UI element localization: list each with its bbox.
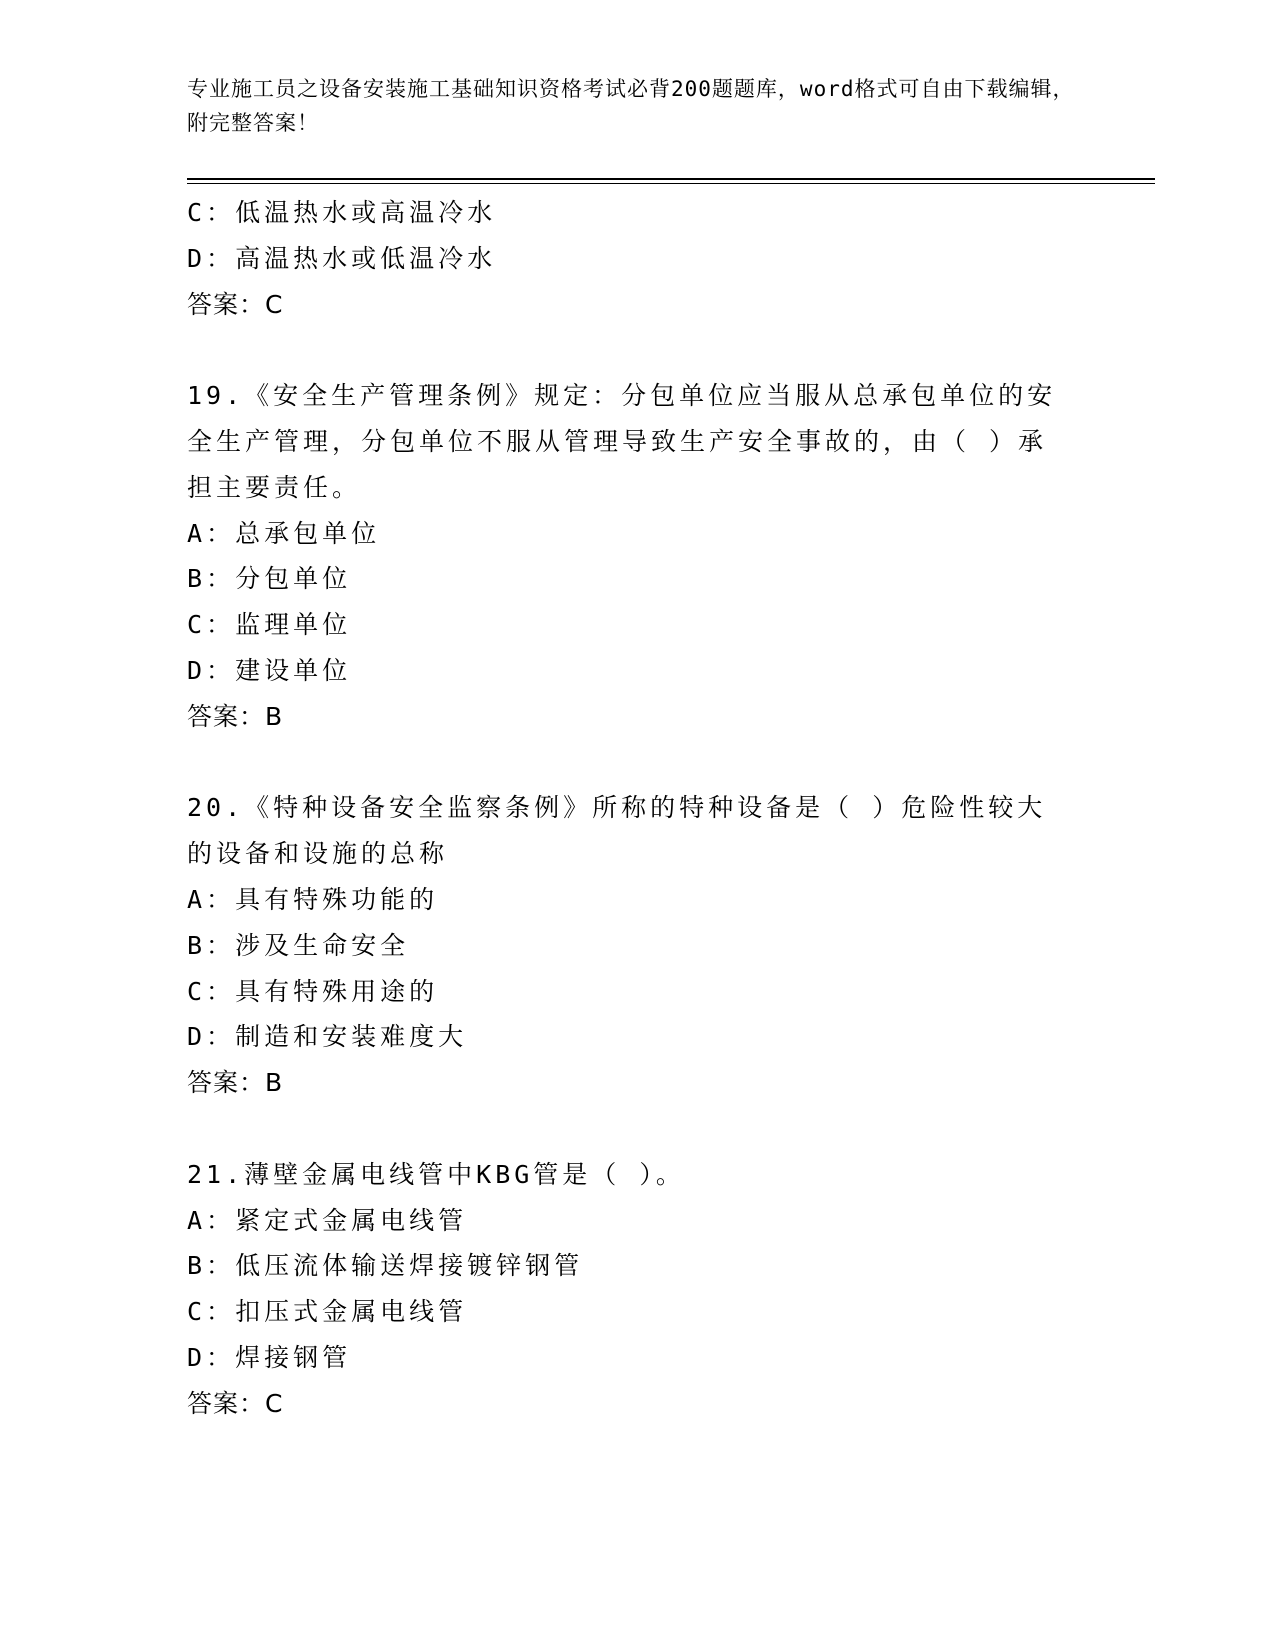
question-text: 20.《特种设备安全监察条例》所称的特种设备是（ ）危险性较大的设备和设施的总称 xyxy=(187,793,1047,869)
option-letter: D： xyxy=(187,243,236,273)
question-carryover xyxy=(187,190,1087,327)
option-line xyxy=(187,1335,1087,1381)
option-letter: B： xyxy=(187,930,236,960)
question-21 xyxy=(187,1152,1087,1427)
option-line xyxy=(187,511,1087,557)
option-text: 分包单位 xyxy=(235,564,352,594)
option-letter: B： xyxy=(187,564,236,594)
option-line xyxy=(187,236,1087,282)
option-text: 扣压式金属电线管 xyxy=(235,1297,468,1327)
question-19 xyxy=(187,373,1087,739)
option-line xyxy=(187,190,1087,236)
option-line xyxy=(187,1289,1087,1335)
question-text: 21.薄壁金属电线管中KBG管是（ ）。 xyxy=(187,1159,685,1189)
option-line xyxy=(187,648,1087,694)
option-text: 紧定式金属电线管 xyxy=(235,1205,468,1235)
option-letter: D： xyxy=(187,655,236,685)
option-text: 焊接钢管 xyxy=(235,1342,352,1372)
header-rule-thick xyxy=(187,178,1155,180)
option-letter: D： xyxy=(187,1022,236,1052)
answer-line: 答案：B xyxy=(187,1068,284,1098)
option-line xyxy=(187,556,1087,602)
question-20 xyxy=(187,785,1087,1106)
option-text: 低温热水或高温冷水 xyxy=(235,198,497,227)
answer-line: 答案：C xyxy=(187,289,284,319)
option-line xyxy=(187,877,1087,923)
option-letter: A： xyxy=(187,884,236,914)
option-letter: C： xyxy=(187,976,236,1006)
option-line xyxy=(187,1014,1087,1060)
option-text: 建设单位 xyxy=(235,655,352,685)
document-body xyxy=(187,190,1087,1427)
option-letter: D： xyxy=(187,1342,236,1372)
option-text: 具有特殊用途的 xyxy=(235,976,439,1006)
header-rule-thin xyxy=(187,183,1155,184)
answer-line: 答案：C xyxy=(187,1388,284,1418)
option-text: 涉及生命安全 xyxy=(235,930,410,960)
answer-line: 答案：B xyxy=(187,701,284,731)
option-text: 具有特殊功能的 xyxy=(235,884,439,914)
option-letter: A： xyxy=(187,518,236,548)
spacer xyxy=(187,740,1087,786)
option-line xyxy=(187,969,1087,1015)
option-text: 制造和安装难度大 xyxy=(235,1022,468,1052)
option-letter: C： xyxy=(187,1297,236,1327)
option-letter: B： xyxy=(187,1251,236,1281)
option-letter: A： xyxy=(187,1205,236,1235)
option-line xyxy=(187,1243,1087,1289)
question-text: 19.《安全生产管理条例》规定：分包单位应当服从总承包单位的安全生产管理，分包单位不服从管理导致生产安全事故的，由（ ）承担主要责任。 xyxy=(187,381,1057,502)
option-text: 监理单位 xyxy=(235,610,352,640)
option-line xyxy=(187,1198,1087,1244)
option-text: 低压流体输送焊接镀锌钢管 xyxy=(235,1251,584,1281)
option-letter: C： xyxy=(187,198,236,227)
spacer xyxy=(187,327,1087,373)
option-line xyxy=(187,602,1087,648)
spacer xyxy=(187,1106,1087,1152)
option-letter: C： xyxy=(187,610,236,640)
option-text: 总承包单位 xyxy=(235,518,381,548)
document-header: 专业施工员之设备安装施工基础知识资格考试必背200题题库，word格式可自由下载编辑，附完整答案！ xyxy=(187,77,1075,135)
option-line xyxy=(187,923,1087,969)
option-text: 高温热水或低温冷水 xyxy=(235,243,497,273)
